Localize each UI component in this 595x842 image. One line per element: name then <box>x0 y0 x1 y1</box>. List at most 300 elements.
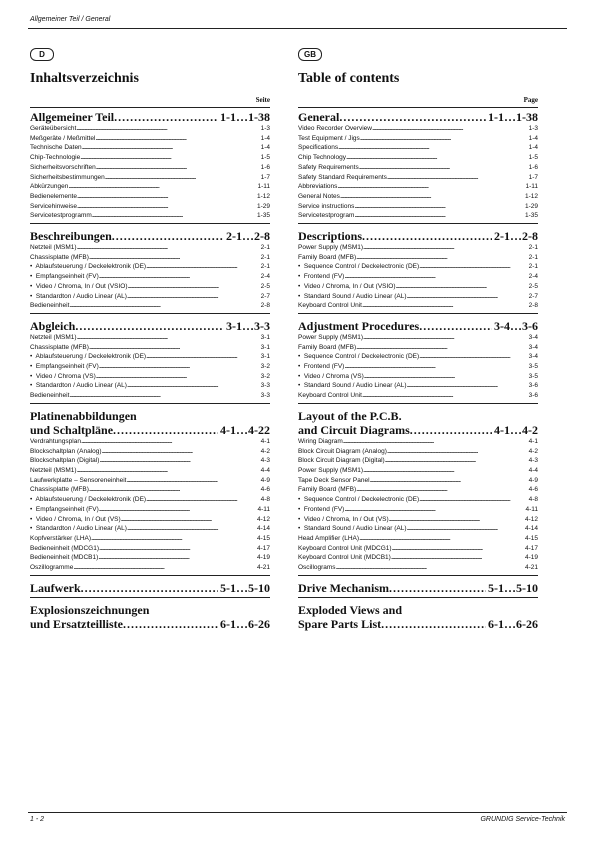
entry-page: 2-1 <box>260 253 270 261</box>
toc-section <box>30 227 270 314</box>
toc-entry[interactable] <box>298 143 538 153</box>
entry-page: 4-17 <box>256 544 270 552</box>
section-heading-text: Adjustment Procedures <box>298 318 420 333</box>
entry-page: 1-4 <box>260 144 270 152</box>
entry-text: Servicetestprogram <box>298 212 355 220</box>
entry-page: 1-12 <box>256 192 270 200</box>
toc-entry[interactable] <box>30 343 270 353</box>
leader-dots <box>392 544 523 554</box>
entry-page: 3-3 <box>260 382 270 390</box>
leader-dots <box>356 253 526 263</box>
entry-text: Oszillogramme <box>30 564 74 572</box>
entry-page: 4-21 <box>524 564 538 572</box>
toc-entry[interactable] <box>30 485 270 495</box>
leader-dots <box>114 110 218 124</box>
toc-entry[interactable] <box>298 124 538 134</box>
entry-text: Power Supply (MSM1) <box>298 244 364 252</box>
leader-dots <box>419 319 492 333</box>
entry-page: 4-3 <box>528 457 538 465</box>
toc-entry[interactable] <box>298 372 538 382</box>
leader-dots <box>77 466 259 476</box>
leader-dots <box>419 262 526 272</box>
entry-text: • Video / Chroma, In / Out (VSIO) <box>30 282 128 290</box>
leader-dots <box>410 423 492 437</box>
toc-entry[interactable] <box>30 563 270 573</box>
entry-page: 4-4 <box>528 466 538 474</box>
toc-entry[interactable] <box>298 495 538 505</box>
section-heading-text: Abgleich <box>30 318 76 333</box>
leader-dots <box>340 192 523 202</box>
leader-dots <box>146 495 259 505</box>
entry-text: Chip-Technologie <box>30 154 81 162</box>
leader-dots <box>389 515 523 525</box>
toc-entry[interactable] <box>298 292 538 302</box>
toc-entry[interactable] <box>298 333 538 343</box>
entry-text: Chassisplatte (MFB) <box>30 253 89 261</box>
leader-dots <box>362 229 492 243</box>
entry-page: 3-4 <box>528 353 538 361</box>
section-heading-text: Spare Parts List <box>298 616 382 631</box>
page-number: 1 - 2 <box>30 816 45 823</box>
toc-entry[interactable] <box>30 173 270 183</box>
leader-dots <box>363 333 527 343</box>
leader-dots <box>359 534 523 544</box>
entry-text: Bedieneinheit (MDCB1) <box>30 554 99 562</box>
toc-entry[interactable] <box>298 173 538 183</box>
leader-dots <box>81 437 259 447</box>
toc-entry[interactable] <box>30 456 270 466</box>
toc-entry[interactable] <box>30 124 270 134</box>
entry-text: • Frontend (FV) <box>298 273 345 281</box>
leader-dots <box>96 372 259 382</box>
toc-entry[interactable] <box>298 563 538 573</box>
toc-entry[interactable] <box>298 182 538 192</box>
entry-page: 4-8 <box>260 496 270 504</box>
toc-entry[interactable] <box>30 211 270 221</box>
entry-text: Chassisplatte (MFB) <box>30 343 89 351</box>
entry-text: Abbreviations <box>298 183 338 191</box>
toc-section <box>298 579 538 598</box>
leader-dots <box>69 391 258 401</box>
toc-entry[interactable] <box>30 476 270 486</box>
entry-page: 4-17 <box>524 544 538 552</box>
toc-entry[interactable] <box>30 534 270 544</box>
entry-page: 2-7 <box>528 292 538 300</box>
entry-text: Netzteil (MSM1) <box>30 244 77 252</box>
entry-text: Abkürzungen <box>30 183 69 191</box>
leader-dots <box>343 437 527 447</box>
entry-page: 3-1 <box>260 353 270 361</box>
entry-text: Netzteil (MSM1) <box>30 333 77 341</box>
toc-entry[interactable] <box>30 292 270 302</box>
entry-page: 1-11 <box>525 183 538 191</box>
leader-dots <box>337 182 523 192</box>
footer-rule <box>28 812 567 813</box>
leader-dots <box>381 617 486 631</box>
leader-dots <box>99 362 259 372</box>
entry-text: Safety Standard Requirements <box>298 173 387 181</box>
entry-page: 4-1 <box>260 437 270 445</box>
toc-entry[interactable] <box>298 553 538 563</box>
leader-dots <box>364 372 527 382</box>
toc-column-de <box>30 44 270 636</box>
section-page-range: 5-1…5-10 <box>220 580 270 595</box>
toc-entry[interactable] <box>298 153 538 163</box>
section-heading-text: Laufwerk <box>30 580 81 595</box>
entry-page: 2-1 <box>528 263 538 271</box>
leader-dots <box>389 581 486 595</box>
toc-entry[interactable] <box>298 447 538 457</box>
leader-dots <box>68 182 255 192</box>
entry-page: 1-35 <box>256 212 270 220</box>
toc-entry[interactable] <box>30 243 270 253</box>
leader-dots <box>407 381 527 391</box>
entry-text: • Standard Sound / Audio Linear (AL) <box>298 382 407 390</box>
toc-entry[interactable] <box>298 192 538 202</box>
section-heading[interactable] <box>298 581 538 595</box>
toc-entry[interactable] <box>30 381 270 391</box>
toc-entry[interactable] <box>298 301 538 311</box>
toc-title: Table of contents <box>298 71 400 86</box>
section-heading-text: und Ersatzteilliste <box>30 616 123 631</box>
entry-page: 4-19 <box>524 554 538 562</box>
entry-page: 3-2 <box>260 363 270 371</box>
toc-entry[interactable] <box>30 192 270 202</box>
section-page-range: 4-1…4-22 <box>220 422 270 437</box>
toc-entry[interactable] <box>298 505 538 515</box>
toc-entry[interactable] <box>30 153 270 163</box>
leader-dots <box>113 423 218 437</box>
entry-page: 4-12 <box>524 515 538 523</box>
entry-page: 3-6 <box>528 382 538 390</box>
entry-text: Bedienelemente <box>30 192 77 200</box>
section-heading[interactable] <box>30 617 270 631</box>
entry-page: 4-15 <box>256 534 270 542</box>
entry-page: 3-1 <box>260 333 270 341</box>
leader-dots <box>75 319 224 333</box>
leader-dots <box>95 134 258 144</box>
toc-entry[interactable] <box>298 262 538 272</box>
entry-text: Safety Requirements <box>298 163 359 171</box>
leader-dots <box>82 143 259 153</box>
entry-text: • Empfangseinheit (FV) <box>30 273 99 281</box>
toc-entry[interactable] <box>30 447 270 457</box>
entry-text: • Empfangseinheit (FV) <box>30 505 99 513</box>
entry-text: • Standardton / Audio Linear (AL) <box>30 382 127 390</box>
entry-page: 4-9 <box>528 476 538 484</box>
toc-entry[interactable] <box>298 476 538 486</box>
toc-entry[interactable] <box>30 466 270 476</box>
toc-entry[interactable] <box>30 524 270 534</box>
section-page-range: 2-1…2-8 <box>226 229 270 244</box>
entry-page: 1-7 <box>528 173 538 181</box>
toc-entry[interactable] <box>298 381 538 391</box>
entry-page: 3-1 <box>260 343 270 351</box>
leader-dots <box>387 447 527 457</box>
toc-section <box>30 601 270 633</box>
toc-entry[interactable] <box>298 437 538 447</box>
toc-entry[interactable] <box>30 182 270 192</box>
toc-entry[interactable] <box>298 456 538 466</box>
section-heading[interactable] <box>298 319 538 333</box>
entry-text: • Standard Sound / Audio Linear (AL) <box>298 525 407 533</box>
entry-text: • Standardton / Audio Linear (AL) <box>30 292 127 300</box>
toc-entry[interactable] <box>298 243 538 253</box>
toc-entry[interactable] <box>30 544 270 554</box>
toc-entry[interactable] <box>298 202 538 212</box>
entry-text: Video Recorder Overview <box>298 125 372 132</box>
toc-entry[interactable] <box>298 534 538 544</box>
section-heading-line: Platinenabbildungen <box>30 408 137 423</box>
entry-page: 2-4 <box>528 273 538 281</box>
language-marker <box>298 44 538 62</box>
entry-page: 2-8 <box>260 302 270 310</box>
footer-brand: GRUNDIG Service-Technik <box>480 816 565 823</box>
section-heading[interactable] <box>298 423 538 437</box>
leader-dots <box>407 524 523 534</box>
section-heading[interactable] <box>30 423 270 437</box>
section-page-range: 4-1…4-2 <box>494 422 538 437</box>
entry-page: 4-3 <box>260 457 270 465</box>
section-heading-text: und Schaltpläne <box>30 422 114 437</box>
entry-page: 2-1 <box>528 244 538 252</box>
toc-entry[interactable] <box>30 495 270 505</box>
leader-dots <box>69 301 258 311</box>
leader-dots <box>128 282 259 292</box>
toc-entry[interactable] <box>30 505 270 515</box>
entry-page: 1-29 <box>524 202 538 210</box>
leader-dots <box>360 134 527 144</box>
leader-dots <box>98 553 255 563</box>
leader-dots <box>362 391 527 401</box>
entry-page: 4-11 <box>257 505 270 513</box>
entry-text: Block Circuit Diagram (Digital) <box>298 457 385 465</box>
language-marker <box>30 44 270 62</box>
entry-text: Keyboard Control Unit (MDCG1) <box>298 544 392 552</box>
toc-entry[interactable] <box>30 362 270 372</box>
section-page-range: 3-1…3-3 <box>226 318 270 333</box>
entry-text: Bedieneinheit <box>30 302 70 310</box>
entry-text: • Video / Chroma, In / Out (VS) <box>30 515 121 523</box>
toc-entry[interactable] <box>30 262 270 272</box>
entry-text: Bedieneinheit (MDCG1) <box>30 544 100 552</box>
entry-text: General Notes <box>298 192 340 200</box>
toc-column-gb <box>298 44 538 636</box>
entry-text: Sicherheitsvorschriften <box>30 163 96 171</box>
entry-text: Block Circuit Diagram (Analog) <box>298 447 387 455</box>
toc-entry[interactable] <box>298 544 538 554</box>
section-heading[interactable] <box>298 229 538 243</box>
toc-entry[interactable] <box>30 301 270 311</box>
entry-page: 3-5 <box>528 363 538 371</box>
leader-dots <box>354 202 523 212</box>
entry-page: 1-3 <box>528 125 538 132</box>
toc-entry[interactable] <box>30 253 270 263</box>
toc-section <box>30 407 270 576</box>
toc-section <box>298 108 538 224</box>
entry-text: Power Supply (MSM1) <box>298 466 364 474</box>
leader-dots <box>344 272 526 282</box>
toc-section <box>30 108 270 224</box>
section-heading-line: Layout of the P.C.B. <box>298 408 402 423</box>
section-heading[interactable] <box>30 319 270 333</box>
toc-entry[interactable] <box>298 253 538 263</box>
entry-page: 1-7 <box>260 173 270 181</box>
toc-entry[interactable] <box>30 202 270 212</box>
leader-dots <box>346 153 527 163</box>
toc-entry[interactable] <box>298 163 538 173</box>
section-heading-line: Exploded Views and <box>298 602 403 617</box>
leader-dots <box>91 534 255 544</box>
leader-dots <box>338 143 526 153</box>
entry-page: 4-19 <box>256 554 270 562</box>
language-badge: D <box>30 48 54 61</box>
toc-entry[interactable] <box>298 343 538 353</box>
entry-page: 3-6 <box>528 392 538 400</box>
leader-dots <box>77 202 255 212</box>
entry-page: 4-15 <box>524 534 538 542</box>
section-heading[interactable] <box>30 110 270 124</box>
section-page-range: 1-1…1-38 <box>220 110 270 124</box>
leader-dots <box>99 544 255 554</box>
toc-entry[interactable] <box>298 391 538 401</box>
toc-entry[interactable] <box>298 362 538 372</box>
entry-page: 2-1 <box>260 244 270 252</box>
entry-text: • Standard Sound / Audio Linear (AL) <box>298 292 407 300</box>
toc-entry[interactable] <box>298 515 538 525</box>
toc-section <box>30 579 270 598</box>
entry-text: Technische Daten <box>30 144 82 152</box>
entry-text: Family Board (MFB) <box>298 486 357 494</box>
toc-entry[interactable] <box>30 333 270 343</box>
toc-entry[interactable] <box>298 352 538 362</box>
entry-text: Service instructions <box>298 202 355 210</box>
toc-entry[interactable] <box>30 352 270 362</box>
toc-entry[interactable] <box>30 391 270 401</box>
entry-text: Specifications <box>298 144 339 152</box>
leader-dots <box>127 381 259 391</box>
entry-text: • Ablaufsteuerung / Deckelektronik (DE) <box>30 353 147 361</box>
toc-entry[interactable] <box>298 134 538 144</box>
toc-section <box>298 317 538 404</box>
page-header: Allgemeiner Teil / General <box>30 16 111 23</box>
entry-page: 2-5 <box>528 282 538 290</box>
entry-text: Family Board (MFB) <box>298 343 357 351</box>
section-heading[interactable] <box>30 229 270 243</box>
toc-entry[interactable] <box>30 553 270 563</box>
toc-entry[interactable] <box>298 485 538 495</box>
entry-page: 2-1 <box>260 263 270 271</box>
entry-text: Head Amplifier (LHA) <box>298 534 360 542</box>
leader-dots <box>339 110 486 124</box>
entry-text: Servicehinweise <box>30 202 77 210</box>
leader-dots <box>105 173 259 183</box>
leader-dots <box>146 352 259 362</box>
section-heading-text: and Circuit Diagrams <box>298 422 410 437</box>
leader-dots <box>359 163 527 173</box>
section-heading-line: Explosionszeichnungen <box>30 602 150 617</box>
section-heading-text: Descriptions <box>298 229 362 244</box>
toc-section <box>298 227 538 314</box>
toc-entry[interactable] <box>298 272 538 282</box>
leader-dots <box>391 553 523 563</box>
leader-dots <box>89 485 259 495</box>
toc-section <box>298 601 538 633</box>
leader-dots <box>81 581 218 595</box>
language-badge: GB <box>298 48 322 61</box>
leader-dots <box>102 447 259 457</box>
leader-dots <box>370 476 527 486</box>
entry-page: 3-3 <box>260 392 270 400</box>
entry-text: • Ablaufsteuerung / Deckelektronik (DE) <box>30 496 147 504</box>
entry-page: 1-5 <box>528 154 538 162</box>
leader-dots <box>76 124 258 134</box>
section-heading-text: Drive Mechanism <box>298 580 389 595</box>
toc-entry[interactable] <box>298 524 538 534</box>
toc-entry[interactable] <box>30 134 270 144</box>
section-heading-text: Allgemeiner Teil <box>30 110 115 124</box>
leader-dots <box>73 563 255 573</box>
section-page-range: 5-1…5-10 <box>488 580 538 595</box>
toc-entry[interactable] <box>298 466 538 476</box>
toc-entry[interactable] <box>30 515 270 525</box>
entry-text: • Video / Chroma, In / Out (VSIO) <box>298 282 396 290</box>
entry-page: 1-6 <box>260 163 270 171</box>
leader-dots <box>92 211 255 221</box>
leader-dots <box>396 282 527 292</box>
leader-dots <box>336 563 523 573</box>
toc-entry[interactable] <box>298 211 538 221</box>
page-column-label: Seite <box>30 96 270 108</box>
section-heading[interactable] <box>298 617 538 631</box>
entry-page: 1-35 <box>524 212 538 220</box>
section-page-range: 2-1…2-8 <box>494 229 538 244</box>
toc-entry[interactable] <box>30 163 270 173</box>
toc-section <box>30 317 270 404</box>
section-heading[interactable] <box>30 581 270 595</box>
entry-text: • Sequence Control / Deckelectronic (DE) <box>298 263 420 271</box>
toc-entry[interactable] <box>298 282 538 292</box>
entry-text: Blockschaltplan (Analog) <box>30 447 102 455</box>
entry-page: 2-8 <box>528 302 538 310</box>
entry-page: 1-3 <box>260 125 270 132</box>
toc-entry[interactable] <box>30 143 270 153</box>
toc-entry[interactable] <box>30 437 270 447</box>
toc-section <box>298 407 538 576</box>
entry-text: • Sequence Control / Deckelectronic (DE) <box>298 353 420 361</box>
leader-dots <box>77 333 259 343</box>
entry-page: 1-12 <box>524 192 538 200</box>
leader-dots <box>96 163 259 173</box>
entry-page: 3-4 <box>528 343 538 351</box>
entry-page: 1-11 <box>257 183 270 191</box>
entry-text: Netzteil (MSM1) <box>30 466 77 474</box>
leader-dots <box>363 466 527 476</box>
entry-page: 4-14 <box>524 525 538 533</box>
leader-dots <box>99 505 256 515</box>
entry-text: Keyboard Control Unit <box>298 392 362 400</box>
entry-page: 4-6 <box>528 486 538 494</box>
entry-text: Meßgeräte / Meßmittel <box>30 134 96 142</box>
toc-entry[interactable] <box>30 272 270 282</box>
entry-page: 4-8 <box>528 496 538 504</box>
entry-text: • Video / Chroma (VS) <box>30 372 96 380</box>
toc-entry[interactable] <box>30 282 270 292</box>
entry-text: Bedieneinheit <box>30 392 70 400</box>
section-heading[interactable] <box>298 110 538 124</box>
entry-page: 2-5 <box>260 282 270 290</box>
toc-entry[interactable] <box>30 372 270 382</box>
